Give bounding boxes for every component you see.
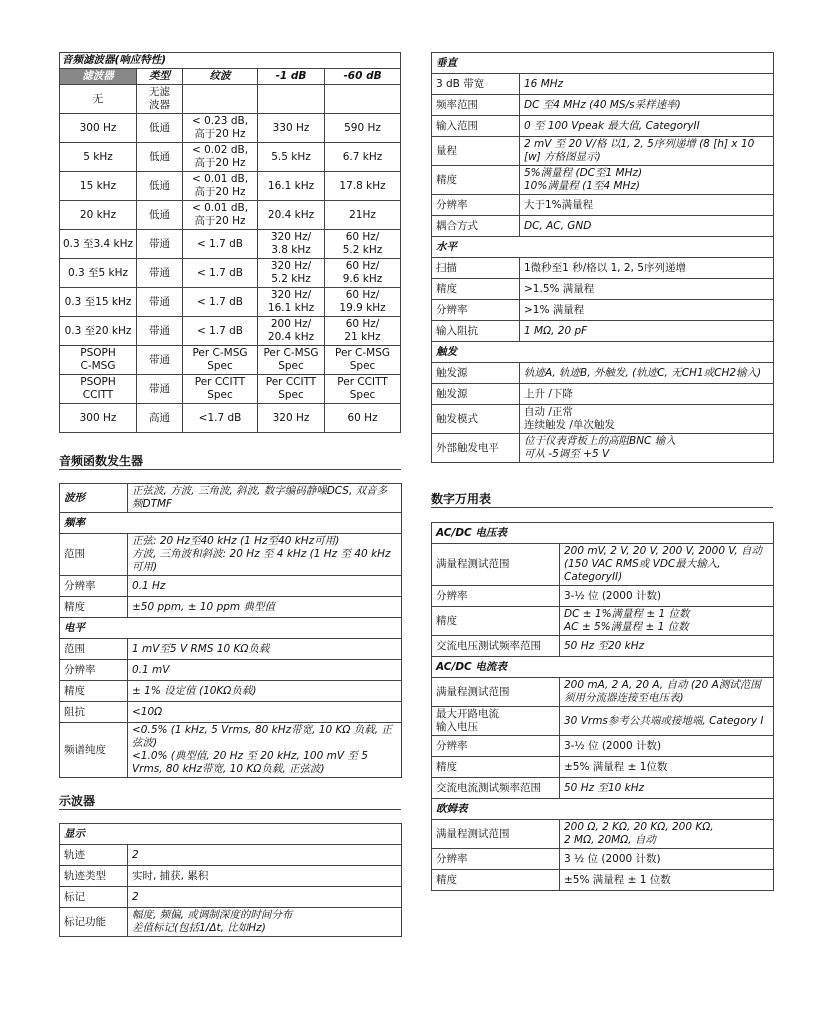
spec-value: DC ± 1%满量程 ± 1 位数 AC ± 5%满量程 ± 1 位数 [560,607,774,636]
filter-cell: 带通 [137,288,183,317]
spec-value: 实时, 捕获, 累积 [128,866,402,887]
table-row [432,434,774,463]
table-row [60,85,401,114]
spec-label: 范围 [60,534,128,576]
table-row [432,636,774,657]
spec-value: 1 MΩ, 20 pF [520,321,774,342]
section-pad [560,523,774,544]
filter-cell: 60 Hz/ 5.2 kHz [325,230,401,259]
table-row [432,678,774,707]
spec-value: 2 mV 至 20 V/格 以1, 2, 5序列递增 (8 [h] x 10 [w] 方格图显示) [520,137,774,166]
scope-vertical-table [431,52,774,463]
spec-value: ±5% 满量程 ± 1位数 [560,757,774,778]
section-row [432,53,774,74]
filter-cell: 高通 [137,404,183,433]
filter-cell: 320 Hz/ 5.2 kHz [258,259,325,288]
filter-cell: 带通 [137,375,183,404]
section-title: AC/DC 电压表 [432,523,560,544]
filter-cell: < 0.01 dB, 高于20 Hz [183,172,258,201]
filter-cell: 低通 [137,172,183,201]
spec-value: 3-½ 位 (2000 计数) [560,586,774,607]
filter-cell: 6.7 kHz [325,143,401,172]
table-row [60,534,402,576]
filter-cell: 0.3 至20 kHz [60,317,137,346]
spec-label: 耦合方式 [432,216,520,237]
section-row [60,513,402,534]
spec-value: 0 至 100 Vpeak 最大值, CategoryII [520,116,774,137]
spec-label: 范围 [60,639,128,660]
spec-label: 最大开路电流 输入电压 [432,707,560,736]
filter-cell: 16.1 kHz [258,172,325,201]
spec-value: 50 Hz 至10 kHz [560,778,774,799]
spec-label: 分辨率 [432,195,520,216]
table-row [432,736,774,757]
spec-value: DC, AC, GND [520,216,774,237]
spec-label: 分辨率 [60,576,128,597]
table-row [432,74,774,95]
filter-cell: 无滤 波器 [137,85,183,114]
spec-label: 输入阻抗 [432,321,520,342]
filter-header-cell: 类型 [137,69,183,85]
spec-label: 输入范围 [432,116,520,137]
filter-cell: < 1.7 dB [183,317,258,346]
spec-label: 阻抗 [60,702,128,723]
filter-cell: 320 Hz/ 3.8 kHz [258,230,325,259]
spec-label: 满量程测试范围 [432,678,560,707]
section-pad [560,799,774,820]
section-title: 垂直 [432,53,520,74]
table-row [60,230,401,259]
table-row [60,346,401,375]
table-row [432,405,774,434]
table-row [432,757,774,778]
spec-label: 扫描 [432,258,520,279]
spec-label: 分辨率 [432,300,520,321]
filter-header-cell: -60 dB [325,69,401,85]
spec-label: 频谱纯度 [60,723,128,778]
spec-value: 2 [128,845,402,866]
filter-table-title: 音频滤波器(响应特性) [60,53,401,69]
filter-cell: < 1.7 dB [183,259,258,288]
filter-header-cell: 纹波 [183,69,258,85]
spec-value: ±50 ppm, ± 10 ppm 典型值 [128,597,402,618]
table-row [60,143,401,172]
spec-value: 轨迹A, 轨迹B, 外触发, (轨迹C, 无CH1或CH2输入) [520,363,774,384]
table-row [432,321,774,342]
table-row [432,216,774,237]
table-row [432,778,774,799]
table-row [60,201,401,230]
spec-value: 16 MHz [520,74,774,95]
filter-cell: PSOPH C-MSG [60,346,137,375]
spec-label: 量程 [432,137,520,166]
table-row [432,166,774,195]
table-row [432,707,774,736]
spec-label: 触发源 [432,363,520,384]
table-row [60,723,402,778]
section-pad [520,53,774,74]
filter-header-cell: 滤波器 [60,69,137,85]
spec-value: 2 [128,887,402,908]
spec-label: 触发模式 [432,405,520,434]
spec-value: 位于仪表背板上的高阻BNC 输入 可从 -5调至 +5 V [520,434,774,463]
spec-label: 精度 [60,597,128,618]
spec-label: 外部触发电平 [432,434,520,463]
table-row [60,845,402,866]
table-row [432,586,774,607]
filter-cell: 低通 [137,143,183,172]
filter-cell: Per CCITT Spec [325,375,401,404]
section-row [432,799,774,820]
spec-label: 满量程测试范围 [432,820,560,849]
filter-cell: 无 [60,85,137,114]
table-row [60,660,402,681]
filter-cell: 60 Hz [325,404,401,433]
filter-cell [325,85,401,114]
filter-cell: 低通 [137,114,183,143]
spec-label: 交流电压测试频率范围 [432,636,560,657]
spec-value: 50 Hz 至20 kHz [560,636,774,657]
section-pad [128,513,402,534]
section-title: 水平 [432,237,520,258]
filter-header-row [60,69,401,85]
table-row [60,681,402,702]
filter-cell: 带通 [137,346,183,375]
filter-cell: 0.3 至15 kHz [60,288,137,317]
spec-label: 分辨率 [432,586,560,607]
spec-value: 正弦: 20 Hz至40 kHz (1 Hz至40 kHz可用) 方波, 三角波和斜波: 20 Hz 至 4 kHz (1 Hz 至 40 kHz 可用) [128,534,402,576]
table-row [432,279,774,300]
funcgen-rule [59,469,401,470]
filter-cell: 20 kHz [60,201,137,230]
spec-label: 触发源 [432,384,520,405]
filter-cell: Per CCITT Spec [258,375,325,404]
spec-value: <10Ω [128,702,402,723]
filter-cell: 590 Hz [325,114,401,143]
filter-cell: 5 kHz [60,143,137,172]
table-row [60,404,401,433]
spec-value: ±5% 满量程 ± 1 位数 [560,870,774,891]
table-row [432,384,774,405]
filter-cell: < 0.02 dB, 高于20 Hz [183,143,258,172]
spec-value: 正弦波, 方波, 三角波, 斜波, 数字编码静噪DCS, 双音多频DTMF [128,484,402,513]
filter-cell: < 1.7 dB [183,230,258,259]
spec-value: 3-½ 位 (2000 计数) [560,736,774,757]
spec-label: 波形 [60,484,128,513]
section-title: 触发 [432,342,520,363]
section-title: 欧姆表 [432,799,560,820]
spec-value: 幅度, 频偏, 或调制深度的时间分布 差值标记(包括1/Δt, 比如Hz) [128,908,402,937]
filter-cell: 200 Hz/ 20.4 kHz [258,317,325,346]
scope-rule [59,809,401,810]
filter-cell: 15 kHz [60,172,137,201]
filter-cell: Per CCITT Spec [183,375,258,404]
filter-cell: 20.4 kHz [258,201,325,230]
spec-value: >1% 满量程 [520,300,774,321]
section-row [432,657,774,678]
spec-value: 200 Ω, 2 KΩ, 20 KΩ, 200 KΩ, 2 MΩ, 20MΩ, 自动 [560,820,774,849]
spec-value: 自动 /正常 连续触发 /单次触发 [520,405,774,434]
table-row [432,870,774,891]
filter-cell: < 0.23 dB, 高于20 Hz [183,114,258,143]
filter-cell: Per C-MSG Spec [183,346,258,375]
table-row [60,114,401,143]
table-row [432,820,774,849]
filter-cell: Per C-MSG Spec [258,346,325,375]
table-row [60,702,402,723]
table-row [60,576,402,597]
spec-label: 精度 [432,166,520,195]
spec-label: 精度 [432,870,560,891]
table-row [432,195,774,216]
dmm-rule [431,507,773,508]
section-title: 电平 [60,618,128,639]
table-row [60,484,402,513]
section-row [432,523,774,544]
dmm-heading: 数字万用表 [431,492,492,506]
filter-cell: 低通 [137,201,183,230]
spec-label: 标记功能 [60,908,128,937]
section-title: 显示 [60,824,128,845]
spec-value: DC 至4 MHz (40 MS/s采样速率) [520,95,774,116]
section-pad [128,824,402,845]
filter-cell: 21Hz [325,201,401,230]
section-title: 频率 [60,513,128,534]
table-row [432,300,774,321]
spec-label: 3 dB 带宽 [432,74,520,95]
section-pad [520,342,774,363]
section-row [432,237,774,258]
spec-label: 标记 [60,887,128,908]
spec-label: 分辨率 [432,736,560,757]
spec-value: 200 mV, 2 V, 20 V, 200 V, 2000 V, 自动(150 VAC RMS或 VDC最大输入, CategoryII) [560,544,774,586]
filter-cell: 60 Hz/ 21 kHz [325,317,401,346]
filter-cell: 60 Hz/ 9.6 kHz [325,259,401,288]
spec-value: 1 mV至5 V RMS 10 KΩ负载 [128,639,402,660]
dmm-table [431,522,774,891]
table-row [432,116,774,137]
filter-cell [258,85,325,114]
funcgen-table [59,483,402,778]
table-row [432,363,774,384]
spec-label: 轨迹类型 [60,866,128,887]
filter-cell: 300 Hz [60,404,137,433]
table-row [432,95,774,116]
spec-label: 精度 [432,757,560,778]
scope-heading: 示波器 [59,794,96,808]
spec-value: <0.5% (1 kHz, 5 Vrms, 80 kHz带宽, 10 KΩ 负载, 正弦波) <1.0% (典型值, 20 Hz 至 20 kHz, 100 mV 至 5 Vrms, 80 kHz带宽, 10 KΩ负载, 正弦波) [128,723,402,778]
table-row [432,849,774,870]
spec-value: 0.1 mV [128,660,402,681]
spec-label: 分辨率 [60,660,128,681]
spec-value: >1.5% 满量程 [520,279,774,300]
filter-cell: 320 Hz [258,404,325,433]
spec-label: 频率范围 [432,95,520,116]
filter-cell: PSOPH CCITT [60,375,137,404]
spec-label: 满量程测试范围 [432,544,560,586]
audio-filter-table [59,52,401,433]
funcgen-heading: 音频函数发生器 [59,454,144,468]
section-row [60,824,402,845]
section-title: AC/DC 电流表 [432,657,560,678]
filter-cell: < 1.7 dB [183,288,258,317]
spec-label: 精度 [60,681,128,702]
filter-cell: 17.8 kHz [325,172,401,201]
filter-cell: 320 Hz/ 16.1 kHz [258,288,325,317]
table-row [60,317,401,346]
spec-label: 交流电流测试频率范围 [432,778,560,799]
spec-value: 上升 /下降 [520,384,774,405]
spec-value: 30 Vrms参考公共端或接地端, Category I [560,707,774,736]
filter-cell: 300 Hz [60,114,137,143]
section-row [60,618,402,639]
table-row [60,259,401,288]
filter-cell: < 0.01 dB, 高于20 Hz [183,201,258,230]
filter-cell: 带通 [137,230,183,259]
section-row [432,342,774,363]
spec-value: ± 1% 设定值 (10KΩ负载) [128,681,402,702]
spec-label: 精度 [432,607,560,636]
table-row [432,137,774,166]
filter-title-row [60,53,401,69]
filter-cell: 5.5 kHz [258,143,325,172]
table-row [60,597,402,618]
filter-cell: 330 Hz [258,114,325,143]
spec-label: 轨迹 [60,845,128,866]
table-row [60,375,401,404]
filter-cell: Per C-MSG Spec [325,346,401,375]
table-row [432,607,774,636]
table-row [432,258,774,279]
table-row [60,172,401,201]
table-row [60,887,402,908]
spec-value: 0.1 Hz [128,576,402,597]
filter-cell: 带通 [137,259,183,288]
filter-cell: 60 Hz/ 19.9 kHz [325,288,401,317]
spec-value: 200 mA, 2 A, 20 A, 自动 (20 A测试范围须用分流器连接至电压表) [560,678,774,707]
spec-value: 3 ½ 位 (2000 计数) [560,849,774,870]
section-pad [128,618,402,639]
spec-value: 1微秒至1 秒/格以 1, 2, 5序列递增 [520,258,774,279]
spec-label: 精度 [432,279,520,300]
table-row [60,288,401,317]
table-row [432,544,774,586]
section-pad [520,237,774,258]
filter-cell: 0.3 至5 kHz [60,259,137,288]
spec-value: 大于1%满量程 [520,195,774,216]
filter-cell: 带通 [137,317,183,346]
filter-cell: <1.7 dB [183,404,258,433]
spec-label: 分辨率 [432,849,560,870]
filter-cell: 0.3 至3.4 kHz [60,230,137,259]
table-row [60,866,402,887]
filter-header-cell: -1 dB [258,69,325,85]
section-pad [560,657,774,678]
filter-cell [183,85,258,114]
scope-table [59,823,402,937]
spec-value: 5%满量程 (DC至1 MHz) 10%满量程 (1至4 MHz) [520,166,774,195]
table-row [60,908,402,937]
table-row [60,639,402,660]
